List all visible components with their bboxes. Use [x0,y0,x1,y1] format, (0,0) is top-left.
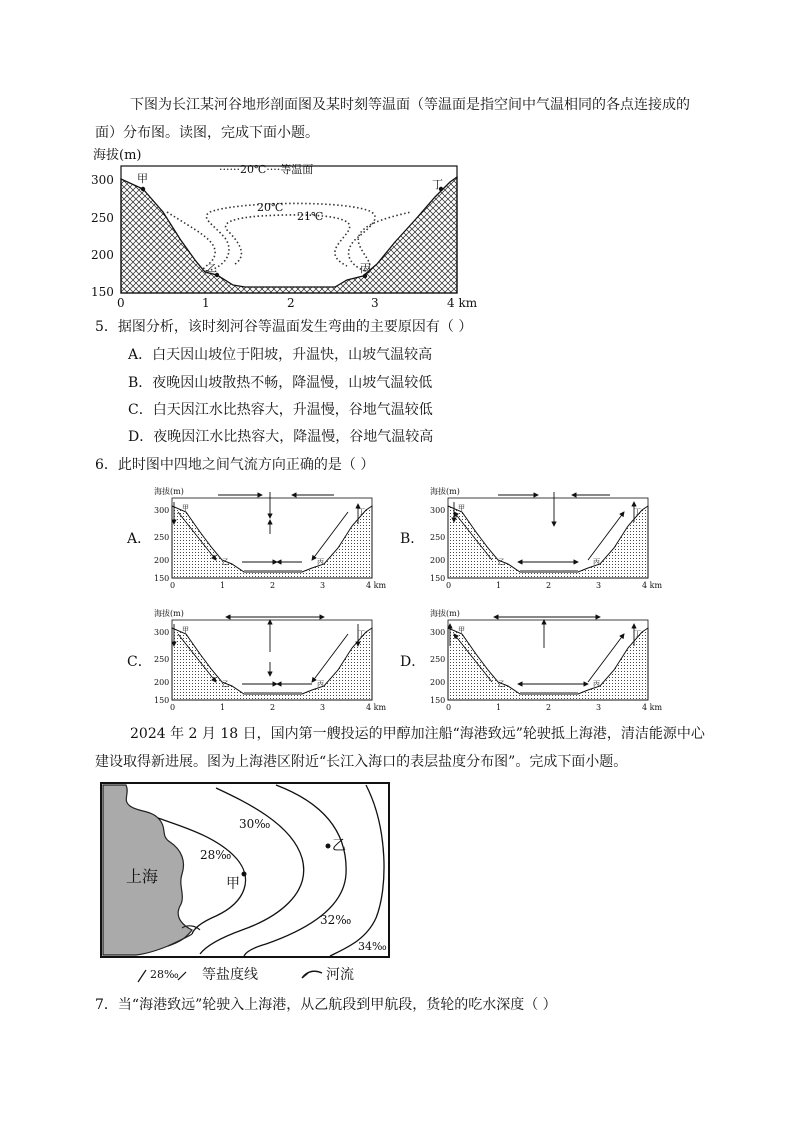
small-x-tick: 2 [270,703,276,712]
point-jia: 甲 [137,172,148,185]
x-tick-3: 3 [371,296,379,310]
x-tick-4km: 4 km [447,296,478,310]
point-bing: 丙 [360,262,371,275]
small-x-tick-km: 4 km [642,581,663,590]
legend-iso-value: 28‰ [150,968,179,981]
small-point-jia: 甲 [182,504,189,512]
small-point-bing: 丙 [317,680,324,688]
small-y-label: 海拔(m) [430,487,460,496]
q5-option-b[interactable]: B．夜晚因山坡散热不畅，降温慢，山坡气温较低 [128,375,433,391]
q6-option-b-label[interactable]: B． [400,531,425,547]
small-point-jia: 甲 [458,504,465,512]
y-tick-300: 300 [91,173,114,187]
small-x-tick: 1 [220,703,226,712]
river-water [245,285,335,289]
point-jia-label: 甲 [226,876,240,892]
small-y-tick: 250 [430,655,446,664]
q5-option-a[interactable]: A．白天因山坡位于阳坡，升温快，山坡气温较高 [128,347,433,363]
isotherm-legend: ······20℃····等温面 [219,163,314,176]
small-y-tick: 200 [154,556,170,565]
x-tick-0: 0 [117,296,125,310]
small-point-yi: 乙 [222,680,229,688]
q5-option-d[interactable]: D．夜晚因江水比热容大，降温慢，谷地气温较高 [128,429,434,445]
label-30: 30‰ [239,817,271,831]
small-point-bing: 丙 [317,558,324,566]
small-y-tick: 150 [430,574,446,583]
small-y-tick: 300 [154,506,170,515]
label-28: 28‰ [200,848,232,862]
small-point-ding: 丁 [358,630,365,638]
point-ding: 丁 [432,178,443,191]
small-x-tick: 0 [446,703,452,712]
small-point-yi: 乙 [222,558,229,566]
label-shanghai: 上海 [126,867,159,886]
small-y-tick: 300 [430,506,446,515]
small-y-tick: 200 [430,678,446,687]
q6-option-d-label[interactable]: D． [400,654,426,670]
isotherm-20 [206,203,375,271]
label-21c: 21℃ [297,210,324,223]
small-point-yi: 乙 [498,680,505,688]
small-x-tick: 0 [446,581,452,590]
small-y-label: 海拔(m) [154,609,184,618]
small-y-tick: 250 [430,533,446,542]
small-x-tick: 3 [596,581,602,590]
small-x-tick: 1 [220,581,226,590]
q6-stem: 6．此时图中四地之间气流方向正确的是（ ） [95,457,375,473]
salinity-map-figure [96,778,396,988]
small-x-tick: 0 [170,581,176,590]
x-tick-2: 2 [287,296,295,310]
q6-figure-d[interactable] [428,604,668,716]
small-y-tick: 150 [154,574,170,583]
small-point-ding: 丁 [358,508,365,516]
small-y-tick: 200 [154,678,170,687]
y-tick-150: 150 [91,285,114,299]
small-y-tick: 150 [430,696,446,705]
q6-option-c-label[interactable]: C． [127,654,152,670]
small-x-tick: 2 [546,581,552,590]
label-34: 34‰ [358,940,387,953]
point-yi: 乙 [207,264,217,275]
small-y-tick: 300 [154,628,170,637]
valley-profile-figure [85,142,505,312]
small-x-tick-km: 4 km [366,703,387,712]
y-tick-250: 250 [91,211,114,225]
legend-river-symbol [302,971,322,978]
small-y-tick: 250 [154,655,170,664]
label-20c: 20℃ [257,201,284,214]
small-x-tick-km: 4 km [642,703,663,712]
small-y-label: 海拔(m) [154,487,184,496]
point-yi-dot [326,844,331,849]
small-point-bing: 丙 [593,558,600,566]
small-x-tick: 3 [596,703,602,712]
label-32: 32‰ [320,913,352,927]
small-x-tick: 0 [170,703,176,712]
q6-figure-c[interactable] [152,604,392,716]
small-y-tick: 300 [430,628,446,637]
small-point-yi: 乙 [498,558,505,566]
q6-figure-a[interactable] [152,482,392,594]
small-x-tick: 1 [496,581,502,590]
small-x-tick: 3 [320,581,326,590]
small-x-tick: 2 [546,703,552,712]
intro1-line2: 面）分布图。读图，完成下面小题。 [95,125,319,141]
small-x-tick: 3 [320,703,326,712]
point-jia-dot [242,872,247,877]
small-y-tick: 200 [430,556,446,565]
terrain-profile [121,177,457,293]
small-y-label: 海拔(m) [430,609,460,618]
q7-stem: 7．当“海港致远”轮驶入上海港，从乙航段到甲航段，货轮的吃水深度（ ） [95,997,557,1013]
intro2-line2: 建设取得新进展。图为上海港区附近“长江入海口的表层盐度分布图”。完成下面小题。 [95,754,628,770]
small-point-ding: 丁 [634,508,641,516]
q5-option-c[interactable]: C．白天因江水比热容大，升温慢，谷地气温较低 [128,402,433,418]
point-yi-label: 乙 [332,838,346,854]
legend-river: 河流 [326,967,354,983]
isotherm-21 [226,215,350,266]
small-point-ding: 丁 [634,630,641,638]
small-x-tick-km: 4 km [366,581,387,590]
x-tick-1: 1 [202,296,210,310]
small-river [244,570,302,573]
small-point-jia: 甲 [182,626,189,634]
small-y-tick: 150 [154,696,170,705]
small-point-jia: 甲 [458,626,465,634]
y-axis-label: 海拔(m) [93,148,142,163]
small-x-tick: 1 [496,703,502,712]
small-point-bing: 丙 [593,680,600,688]
y-tick-200: 200 [91,248,114,262]
q6-option-a-label[interactable]: A． [127,531,152,547]
q5-stem: 5．据图分析，该时刻河谷等温面发生弯曲的主要原因有（ ） [95,319,473,335]
small-river [520,692,578,695]
small-river [520,570,578,573]
small-y-tick: 250 [154,533,170,542]
intro1-line1: 下图为长江某河谷地形剖面图及某时刻等温面（等温面是指空间中气温相同的各点连接成的 [130,97,690,113]
small-x-tick: 2 [270,581,276,590]
q6-figure-b[interactable] [428,482,668,594]
small-river [244,692,302,695]
intro2-line1: 2024 年 2 月 18 日，国内第一艘投运的甲醇加注船“海港致远”轮驶抵上海港，清洁能源中心 [130,726,705,742]
legend-isohaline: 等盐度线 [202,967,258,983]
